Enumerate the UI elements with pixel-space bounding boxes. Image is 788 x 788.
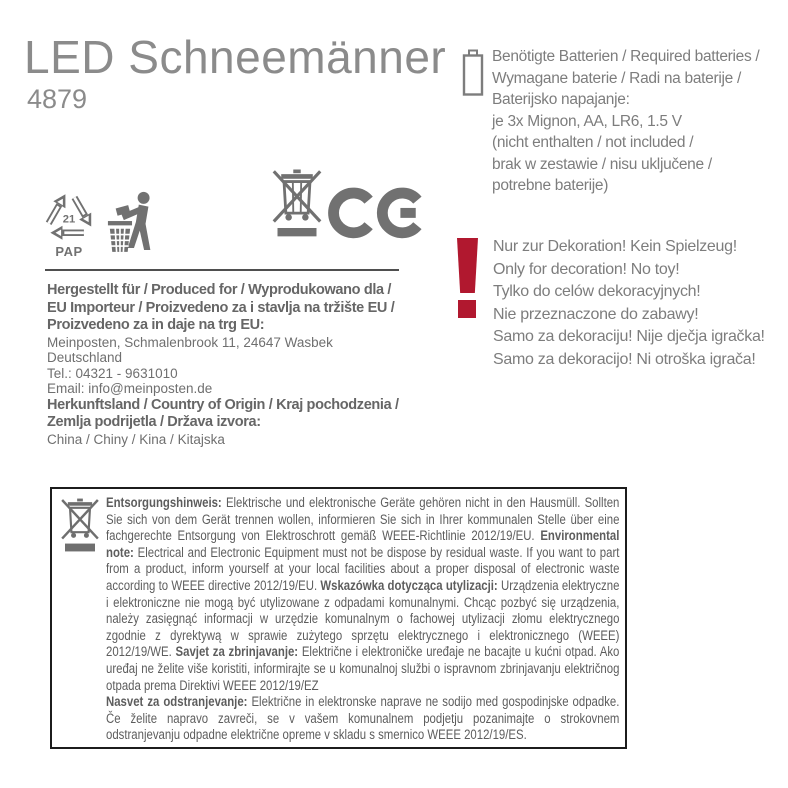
recycling-material-code: PAP: [55, 244, 83, 259]
tidyman-icon: [106, 190, 160, 254]
ce-mark-icon: [328, 184, 424, 240]
exclamation-bar: [457, 238, 478, 293]
weee-crossed-bin-icon: [271, 166, 323, 238]
disposal-notice-text: Entsorgungshinweis: Elektrische und elektronische Geräte gehören nicht in den Hausmüll. Sollten Sie sich von dem Gerät trennen wollen, informieren Sie sich in Ihrer kommunalen Stelle über eine fachgerechte Entsorgung von Elektroschrott gemäß WEEE-Richtlinie 2012/19/EU. Environmental note: Electrical and Electronic Equipment must not be dispose by residual waste. If you want to part from a product, inform yourself at your local facilities about a proper disposal of electronic waste according to WEEE directive 2012/19/EU. Wskazówka dotycząca utylizacji: Urządzenia elektryczne i elektroniczne nie mogą być utylizowane z odpadami komunalnymi. Chcąc pozbyć się urządzenia, należy zasięgnąć informacji w urzędzie komunalnym o fachowej utylizacji złomu elektrycznego zgodnie z dyrektywą w sprawie zużytego sprzętu elektrycznego i elektronicznego (WEEE) 2012/19/WE. Savjet za zbrinjavanje: Električne i elektroničke uređaje ne bacajte u kućni otpad. Ako uređaj ne želite više koristiti, informirajte se u komunalnoj službi o ispravnom zbrinjavanju električnog otpada prema Direktivi WEEE 2012/19/EZ Nasvet za odstranjevanje: Električne in elektronske naprave ne sodijo med gospodinjske odpadke. Če želite napravo zavreči, se v vašem komunalnem podjetju pozanimajte o strokovnem odstranjevanju odpadne električne opreme v skladu s smernico WEEE 2012/19/ES.: [106, 495, 620, 743]
exclamation-dot: [458, 300, 476, 318]
page-title: LED Schneemänner: [24, 31, 447, 83]
recycling-code-label: 21: [62, 213, 76, 226]
battery-requirements: Benötigte Batterien / Required batteries / Wymagane baterie / Radi na baterije / Baterijsko napajanje: je 3x Mignon, AA, LR6, 1.5 V (nicht enthalten / not included / brak w zestawie / nisu uključene / potrebne baterije): [492, 48, 760, 194]
article-number: 4879: [27, 84, 88, 114]
decoration-warning: Nur zur Dekoration! Kein Spielzeug! Only for decoration! No toy! Tylko do celów dekoracyjnych! Nie przeznaczone do zabawy! Samo za dekoraciju! Nije dječja igračka! Samo za dekoracijo! Ni otroška igrača!: [493, 238, 765, 368]
recycling-loop-icon: [40, 189, 98, 243]
paper-recycling-symbol: [40, 189, 98, 259]
producer-info: Hergestellt für / Produced for / Wyprodukowano dla / EU Importeur / Proizvedeno za i stavlja na tržište EU / Proizvedeno za in daje na trg EU: Meinposten, Schmalenbrook 11, 24647 Wasbek Deutschland Tel.: 04321 - 9631010 Email: info@meinposten.de Herkunftsland / Country of Origin / Kraj pochodzenia / Zemlja podrijetla / Država izvora: China / Chiny / Kina / Kitajska: [47, 282, 399, 447]
disposal-notice-box: [50, 487, 627, 749]
exclamation-icon: [457, 238, 478, 318]
divider: [45, 269, 399, 271]
battery-icon: [461, 49, 485, 97]
weee-crossed-bin-icon-small: [60, 495, 100, 555]
